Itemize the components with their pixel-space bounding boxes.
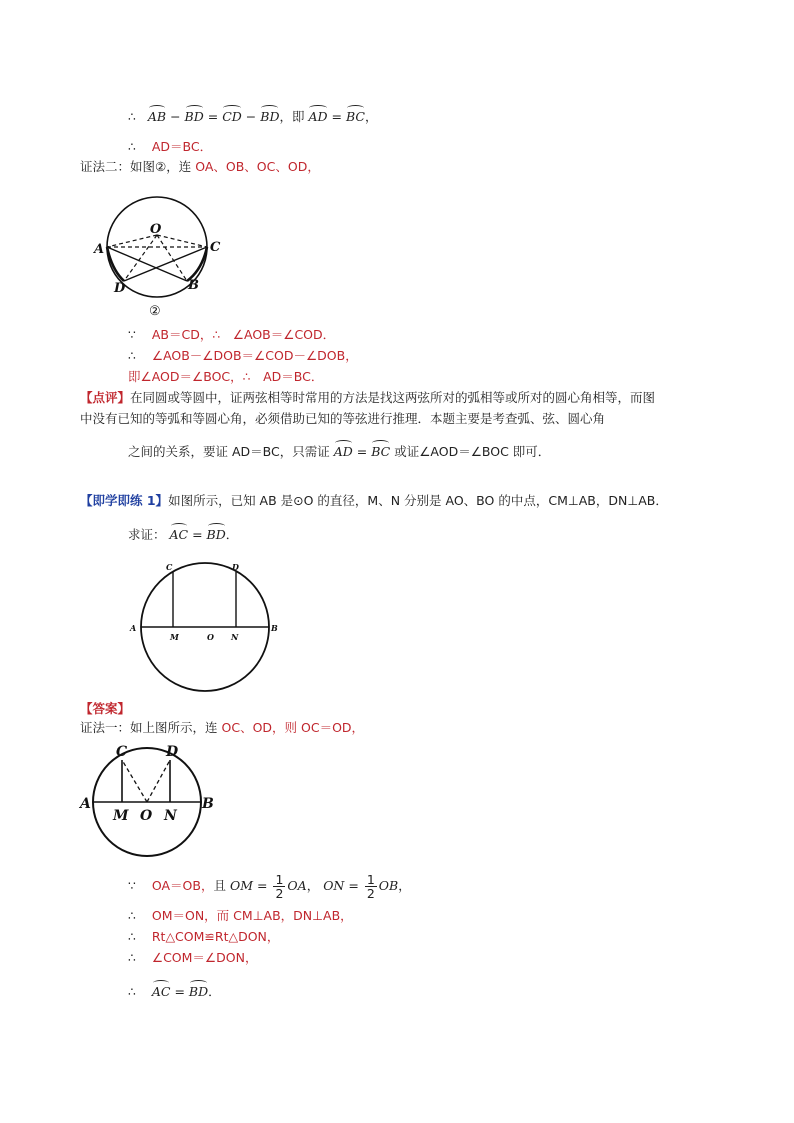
method-two-segments: OA、OB、OC、OD， bbox=[195, 159, 320, 174]
arc-ac: AC bbox=[151, 984, 171, 999]
fraction-half bbox=[273, 873, 285, 900]
ad-eq-bc-text: AD＝BC． bbox=[151, 139, 213, 154]
arc-ad: AD bbox=[308, 109, 328, 124]
dashed-oc bbox=[122, 760, 147, 802]
fraction-numerator: 1 bbox=[366, 872, 375, 887]
figure-answer-circle bbox=[78, 740, 228, 862]
because-symbol: ∵ bbox=[128, 327, 136, 342]
because-ab-cd-line bbox=[128, 326, 335, 344]
period: ． bbox=[208, 984, 221, 999]
comment-text-3b: 或证∠AOD＝∠BOC 即可． bbox=[394, 444, 551, 459]
label-n: N bbox=[231, 632, 239, 642]
figure-exercise-circle bbox=[125, 556, 295, 696]
therefore-symbol: ∴ bbox=[128, 109, 136, 124]
therefore-symbol: ∴ bbox=[128, 908, 136, 923]
equals-sign: = bbox=[348, 878, 359, 893]
figure-caption: ② bbox=[149, 304, 161, 319]
and-text: 且 bbox=[213, 878, 226, 893]
method-one-label: 证法一：如上图所示，连 bbox=[80, 720, 218, 735]
conclusion-line bbox=[128, 983, 221, 1001]
arc-bd: BD bbox=[206, 527, 226, 542]
ad-eq-bc-line bbox=[128, 138, 212, 156]
therefore-symbol: ∴ bbox=[128, 929, 136, 944]
minus-sign: − bbox=[170, 109, 181, 124]
fraction-half-2 bbox=[365, 873, 377, 900]
label-o: O bbox=[207, 632, 214, 642]
arc-bd: BD bbox=[184, 109, 204, 124]
comment-line-3 bbox=[128, 443, 550, 461]
om-eq-on-text: OM＝ON，而 CM⊥AB，DN⊥AB， bbox=[151, 908, 353, 923]
equals-sign: = bbox=[331, 109, 343, 124]
label-b: B bbox=[188, 278, 199, 293]
answer-tag: 【答案】 bbox=[80, 701, 131, 716]
dashed-oc bbox=[157, 235, 207, 247]
because-oa-ob-line bbox=[128, 872, 411, 900]
equals-sign: = bbox=[174, 984, 185, 999]
equals-sign: = bbox=[207, 109, 219, 124]
label-d: D bbox=[232, 562, 239, 572]
label-c: C bbox=[210, 240, 221, 255]
separator: ， bbox=[306, 878, 320, 893]
label-c: C bbox=[116, 744, 128, 760]
congruent-text: Rt△COM≌Rt△DON， bbox=[151, 929, 280, 944]
arc-bc: BC bbox=[346, 109, 365, 124]
fraction-denominator: 2 bbox=[366, 886, 375, 901]
om-symbol: OM bbox=[229, 878, 253, 893]
angle-com-line bbox=[128, 949, 257, 967]
label-d: D bbox=[166, 744, 179, 760]
label-o: O bbox=[150, 222, 162, 237]
label-a: A bbox=[94, 242, 105, 257]
equals-sign: = bbox=[256, 878, 268, 893]
label-m: M bbox=[113, 808, 129, 824]
angle-com-text: ∠COM＝∠DON， bbox=[151, 950, 258, 965]
prove-line bbox=[128, 526, 238, 544]
label-c: C bbox=[166, 562, 173, 572]
arc-cd: CD bbox=[222, 109, 242, 124]
therefore-symbol: ∴ bbox=[128, 348, 136, 363]
arc-ac: AC bbox=[169, 527, 189, 542]
arc-bd-2: BD bbox=[260, 109, 280, 124]
exercise-line bbox=[80, 492, 668, 510]
label-a: A bbox=[80, 796, 91, 812]
congruent-line bbox=[128, 928, 279, 946]
exercise-text: 如图所示，已知 AB 是⊙O 的直径，M、N 分别是 AO、BO 的中点，CM⊥AB，DN⊥AB． bbox=[168, 493, 668, 508]
method-two-line bbox=[80, 158, 320, 176]
arc-bc: BC bbox=[371, 444, 391, 459]
label-b: B bbox=[271, 623, 278, 633]
ab-eq-cd-text: AB＝CD，∴ ∠AOB＝∠COD． bbox=[151, 327, 336, 342]
label-b: B bbox=[202, 796, 214, 812]
om-eq-on-line bbox=[128, 907, 353, 925]
fraction-denominator: 2 bbox=[275, 886, 284, 901]
oa-symbol: OA bbox=[287, 878, 307, 893]
angle-subtraction-line bbox=[128, 347, 358, 365]
arc-equation-line bbox=[128, 108, 378, 126]
oa-eq-ob-text: OA＝OB， bbox=[151, 878, 214, 893]
label-a: A bbox=[130, 623, 137, 633]
minus-sign: − bbox=[245, 109, 257, 124]
figure-circle-chords bbox=[90, 185, 230, 325]
comment-text-1: 在同圆或等圆中，证两弦相等时常用的方法是找这两弦所对的弧相等或所对的圆心角相等，而图 bbox=[130, 390, 656, 405]
equals-sign: = bbox=[356, 444, 368, 459]
prove-label: 求证： bbox=[128, 527, 166, 542]
arc-bd: BD bbox=[188, 984, 209, 999]
method-one-text: OC、OD，则 OC＝OD， bbox=[221, 720, 365, 735]
comment-tag: 【点评】 bbox=[80, 390, 131, 405]
label-m: M bbox=[170, 632, 179, 642]
trailing-comma: ， bbox=[364, 109, 378, 124]
label-n: N bbox=[164, 808, 177, 824]
on-symbol: ON bbox=[323, 878, 345, 893]
arc-ad: AD bbox=[333, 444, 353, 459]
label-d: D bbox=[114, 281, 126, 296]
method-one-line bbox=[80, 719, 364, 737]
ob-symbol: OB bbox=[378, 878, 399, 893]
therefore-symbol: ∴ bbox=[128, 139, 136, 154]
trailing-comma: ， bbox=[398, 878, 411, 893]
label-o: O bbox=[140, 808, 153, 824]
exercise-tag: 【即学即练 1】 bbox=[80, 493, 169, 508]
dashed-od bbox=[147, 760, 170, 802]
comment-line-2: 中没有已知的等弧和等圆心角，必须借助已知的等弦进行推理．本题主要是考查弧、弦、圆心角 bbox=[80, 411, 606, 426]
therefore-symbol: ∴ bbox=[128, 984, 136, 999]
equals-sign: = bbox=[192, 527, 203, 542]
period: ． bbox=[225, 527, 239, 542]
comma-ji: ，即 bbox=[279, 109, 305, 124]
therefore-symbol: ∴ bbox=[128, 950, 136, 965]
method-two-label: 证法二：如图②，连 bbox=[80, 159, 192, 174]
because-symbol: ∵ bbox=[128, 878, 136, 893]
fraction-numerator: 1 bbox=[275, 872, 284, 887]
comment-text-3: 之间的关系，要证 AD＝BC，只需证 bbox=[128, 444, 330, 459]
angle-subtraction-text: ∠AOB－∠DOB＝∠COD－∠DOB， bbox=[151, 348, 358, 363]
arc-ab: AB bbox=[147, 109, 167, 124]
angle-aod-line: 即∠AOD＝∠BOC，∴ AD＝BC． bbox=[128, 369, 324, 384]
comment-line-1 bbox=[80, 389, 655, 407]
